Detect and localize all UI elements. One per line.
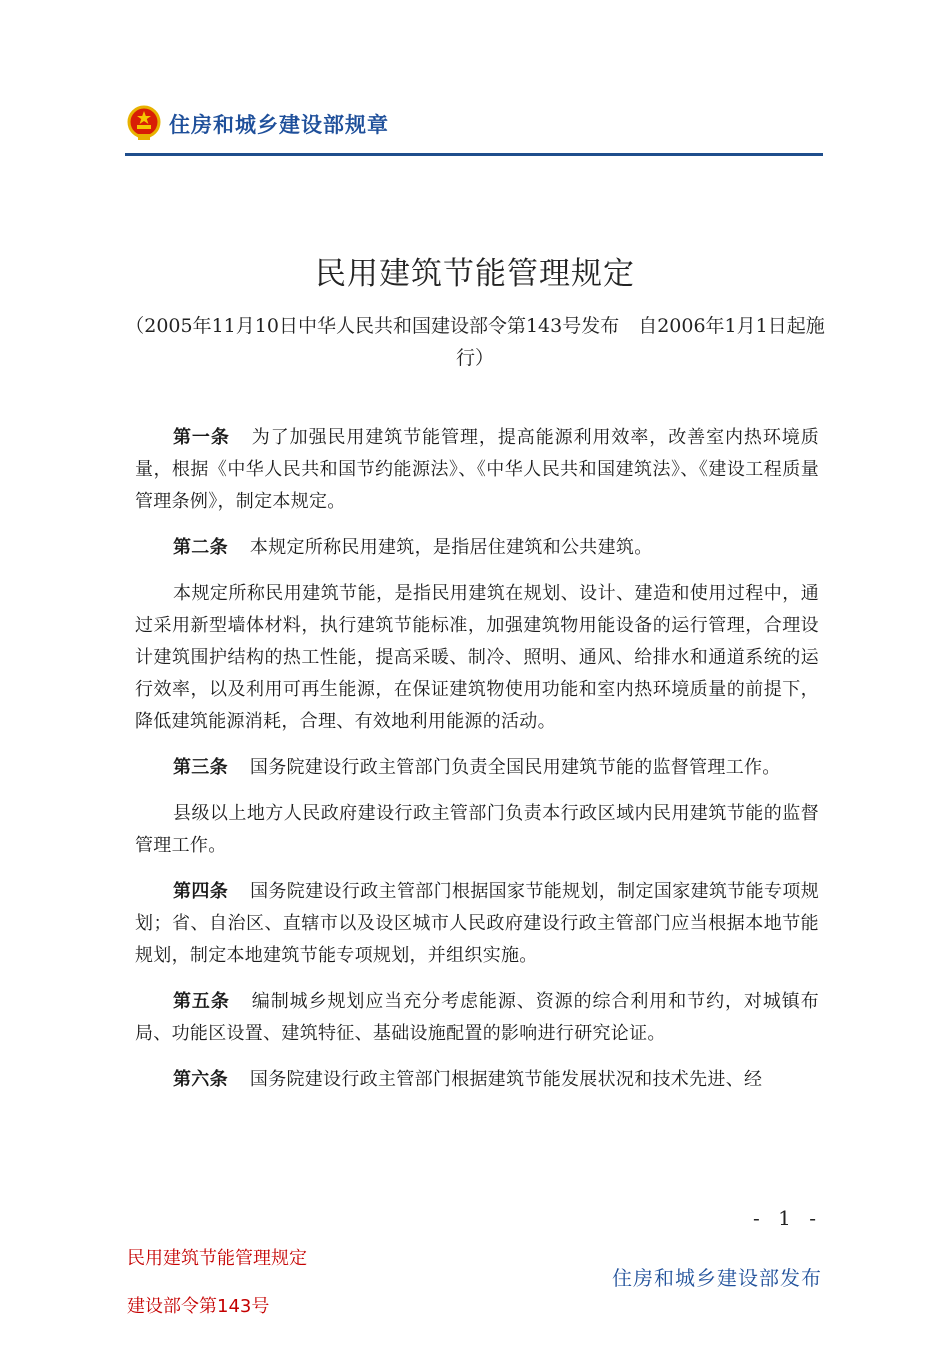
article-label: 第四条 <box>173 881 229 902</box>
article-text: 为了加强民用建筑节能管理，提高能源利用效率，改善室内热环境质量，根据《中华人民共和国节约能源法》、《中华人民共和国建筑法》、《建设工程质量管理条例》，制定本规定。 <box>135 427 820 512</box>
article-label: 第六条 <box>173 1069 228 1090</box>
article-paragraph <box>135 876 819 972</box>
header-rule <box>125 153 823 156</box>
article-text: 编制城乡规划应当充分考虑能源、资源的综合利用和节约，对城镇布局、功能区设置、建筑特征、基础设施配置的影响进行研究论证。 <box>135 991 820 1044</box>
article-paragraph <box>135 798 819 862</box>
article-paragraph <box>135 578 819 738</box>
article-label: 第二条 <box>173 537 228 558</box>
article-paragraph <box>135 422 819 518</box>
footer-document-name: 民用建筑节能管理规定 <box>127 1248 307 1269</box>
header-title: 住房和城乡建设部规章 <box>169 113 389 137</box>
article-text: 国务院建设行政主管部门根据建筑节能发展状况和技术先进、经 <box>249 1069 763 1090</box>
article-text: 国务院建设行政主管部门根据国家节能规划，制定国家建筑节能专项规划；省、自治区、直辖市以及设区城市人民政府建设行政主管部门应当根据本地节能规划，制定本地建筑节能专项规划，并组织实施。 <box>135 881 820 966</box>
national-emblem-icon <box>127 105 161 141</box>
document-title: 民用建筑节能管理规定 <box>315 256 635 292</box>
article-label: 第五条 <box>173 991 230 1012</box>
article-text: 本规定所称民用建筑节能，是指民用建筑在规划、设计、建造和使用过程中，通过采用新型墙体材料，执行建筑节能标准，加强建筑物用能设备的运行管理，合理设计建筑围护结构的热工性能，提高采暖、制冷、照明、通风、给排水和通道系统的运行效率，以及利用可再生能源，在保证建筑物使用功能和室内热环境质量的前提下，降低建筑能源消耗，合理、有效地利用能源的活动。 <box>135 583 819 732</box>
document-body <box>135 422 819 1110</box>
article-paragraph <box>135 986 819 1050</box>
article-paragraph <box>135 1064 819 1096</box>
article-text: 县级以上地方人民政府建设行政主管部门负责本行政区域内民用建筑节能的监督管理工作。 <box>135 803 819 856</box>
article-label: 第三条 <box>173 757 228 778</box>
article-paragraph <box>135 532 819 564</box>
article-text: 本规定所称民用建筑，是指居住建筑和公共建筑。 <box>249 537 653 558</box>
page-number: - 1 - <box>753 1206 822 1230</box>
footer-decree-number: 建设部令第143号 <box>127 1296 270 1317</box>
document-subtitle: （2005年11月10日中华人民共和国建设部令第143号发布 自2006年1月1日起施行） <box>125 315 825 369</box>
article-paragraph <box>135 752 819 784</box>
page-header <box>125 102 823 156</box>
footer-publisher: 住房和城乡建设部发布 <box>612 1266 822 1290</box>
article-label: 第一条 <box>173 427 230 448</box>
article-text: 国务院建设行政主管部门负责全国民用建筑节能的监督管理工作。 <box>249 757 781 778</box>
